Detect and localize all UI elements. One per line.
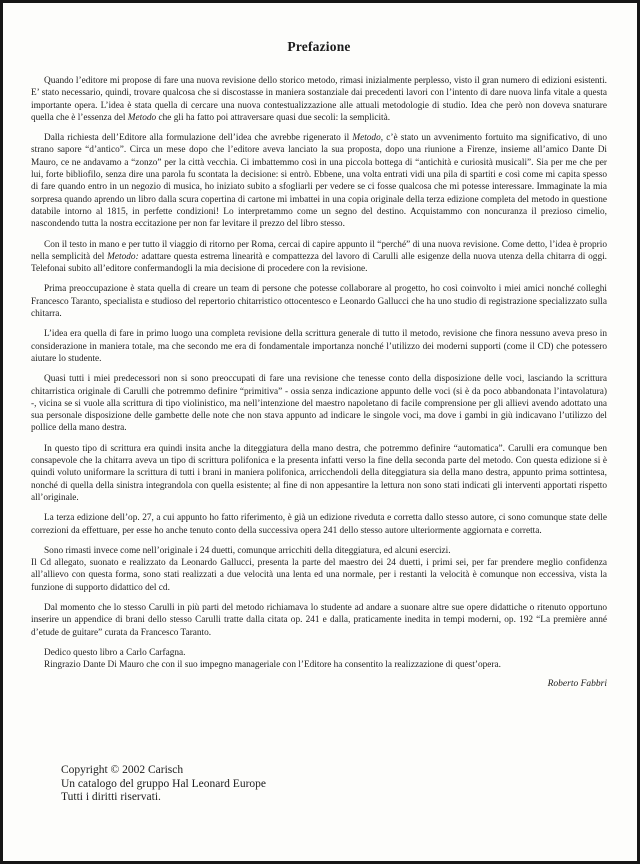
- paragraph: Quasi tutti i miei predecessori non si sono preoccupati di fare una revisione che tenesse conto della disposizione delle voci, lasciando la scrittura chitarristica originale di Carulli che potremmo definire “primitiva” - ossia senza indicazione appunto delle voci (si è da poco abbandonata l’intavolatura) -, vicina se si vuole alla scrittura di tipo violinistico, ma nell’intenzione del maestro napoletano di facile comprensione per gli allievi avendo adottato una sua personale disposizione delle gambette delle note che non stava appunto ad indicare le singole voci, ma dove i gambi in giù indicavano l’utilizzo del pollice della mano destra.: [31, 374, 607, 434]
- paragraph: Dedico questo libro a Carlo Carfagna.: [44, 647, 186, 658]
- paragraph: Ringrazio Dante Di Mauro che con il suo impegno manageriale con l’Editore ha consentito la realizzazione di quest’opera.: [44, 660, 501, 671]
- paragraph: Con il testo in mano e per tutto il viaggio di ritorno per Roma, cercai di capire appunto il “perché” di una nuova revisione. Come detto, l’idea è proprio nella semplicità del Metodo: adattare questa estrema linearità e compattezza del lavoro di Carulli alle esigenze della nuova utenza della chitarra di oggi. Telefonai subito all’editore confermandogli la mia decisione di procedere con la revisione.: [31, 239, 607, 275]
- author-signature: Roberto Fabbri: [547, 679, 607, 690]
- preface-content: [3, 3, 637, 689]
- paragraph: La terza edizione dell’op. 27, a cui appunto ho fatto riferimento, è già un edizione riveduta e corretta dallo stesso autore, ci sono comunque state delle correzioni da effettuare, per esse ho anche tenuto conto della successiva opera 241 dello stesso autore ulteriormente aggiornata e corretta.: [31, 513, 607, 536]
- paragraph: L’idea era quella di fare in primo luogo una completa revisione della scrittura generale di tutto il metodo, revisione che finora nessuno aveva preso in considerazione in maniera totale, ma che secondo me era di fondamentale importanza nonché l’utilizzo dei moderni supporti (come il CD) che potessero aiutare lo studente.: [31, 329, 607, 364]
- preface-body: [31, 75, 607, 671]
- paragraph: In questo tipo di scrittura era quindi insita anche la diteggiatura della mano destra, che potremmo definire “automatica”. Carulli era comunque ben consapevole che la chitarra aveva un tipo di scrittura polifonica e la presenta infatti verso la fine della seconda parte del metodo. Con questa edizione si è quindi voluto uniformare la scrittura di tutti i brani in maniera polifonica, arricchendoli della diteggiatura sia della mano destra, appunto prima sottintesa, nonché di quella della sinistra integrandola con quella esistente; al fine di non appesantire la lettura non sono stati indicati gli interventi apportati rispetto all’originale.: [31, 443, 607, 503]
- paragraph: Il Cd allegato, suonato e realizzato da Leonardo Gallucci, presenta la parte del maestro dei 24 duetti, i primi sei, per far prendere meglio confidenza all’allievo con questa forma, sono stati realizzati a due velocità una lenta ed una normale, per i restanti la velocità è comunque non eccessiva, vista la funzione di supporto didattico del cd.: [31, 558, 607, 593]
- paragraph: Quando l’editore mi propose di fare una nuova revisione dello storico metodo, rimasi inizialmente perplesso, visto il gran numero di edizioni esistenti. E’ stato necessario, quindi, trovare qualcosa che si discostasse in maniera sostanziale dai precedenti lavori con l’intento di dare nuova linfa vitale a questa importante opera. L’idea è stata quella di cercare una nuova contestualizzazione alle attuali metodologie di studio. Idea che però non doveva snaturare quella che è l’essenza del Metodo che gli ha fatto poi attraversare quasi due secoli: la semplicità.: [31, 76, 607, 123]
- paragraph: Dal momento che lo stesso Carulli in più parti del metodo richiamava lo studente ad andare a suonare altre sue opere didattiche o ritenuto opportuno inserire un appendice di brani dello stesso Carulli tratte dalla citata op. 241 e dalla, praticamente inedita in tempi moderni, op. 192 “La première anné d’etude de guitare” curata da Francesco Taranto.: [31, 602, 607, 638]
- paragraph: Dalla richiesta dell’Editore alla formulazione dell’idea che avrebbe rigenerato il Metodo, c’è stato un avvenimento fortuito ma significativo, di uno strano sapore “d’antico”. Circa un mese dopo che l’editore aveva lanciato la sua proposta, dopo una riunione a Firenze, insieme all’amico Dante Di Mauro, ce ne andavamo a “zonzo” per la città vecchia. Ci imbattemmo così in una piccola bottega di “antichità e curiosità musicali”. Sia per me che per lui, forte bibliofilo, senza dire una parola fu scontata la decisione: si entrò. Ebbene, una volta entrati vidi una pila di spartiti e così come mi capita spesso di fare quando entro in un negozio di musica, ho iniziato subito a sfogliarli per vedere se ci fosse qualcosa che mi potesse interessare. Immaginate la mia sorpresa quando aprendo un libro dalla scura copertina di cartone mi imbattei in una copia originale della terza edizione completa del metodo in questione databile intorno al 1815, in perfette condizioni! Lo interpretammo come un segno del destino. Acquistammo con noncuranza il prezioso cimelio, nascondendo tutta la nostra eccitazione per non far levitare il prezzo del libro stesso.: [31, 133, 607, 230]
- paragraph: Prima preoccupazione è stata quella di creare un team di persone che potesse collaborare al progetto, ho così coinvolto i miei amici nonché colleghi Francesco Taranto, specialista e studioso del repertorio chitarristico ottocentesco e Leonardo Gallucci che ha uno studio di registrazione specializzato sulla chitarra.: [31, 284, 607, 320]
- copyright-line-2: Un catalogo del gruppo Hal Leonard Europe: [61, 777, 267, 790]
- page-title: Prefazione: [287, 39, 351, 54]
- paragraph: Sono rimasti invece come nell’originale i 24 duetti, comunque arricchiti della diteggiatura, ed alcuni esercizi.: [44, 545, 451, 556]
- copyright-line-3: Tutti i diritti riservati.: [61, 791, 161, 804]
- copyright-block: [61, 764, 266, 805]
- copyright-line-1: Copyright © 2002 Carisch: [61, 764, 184, 776]
